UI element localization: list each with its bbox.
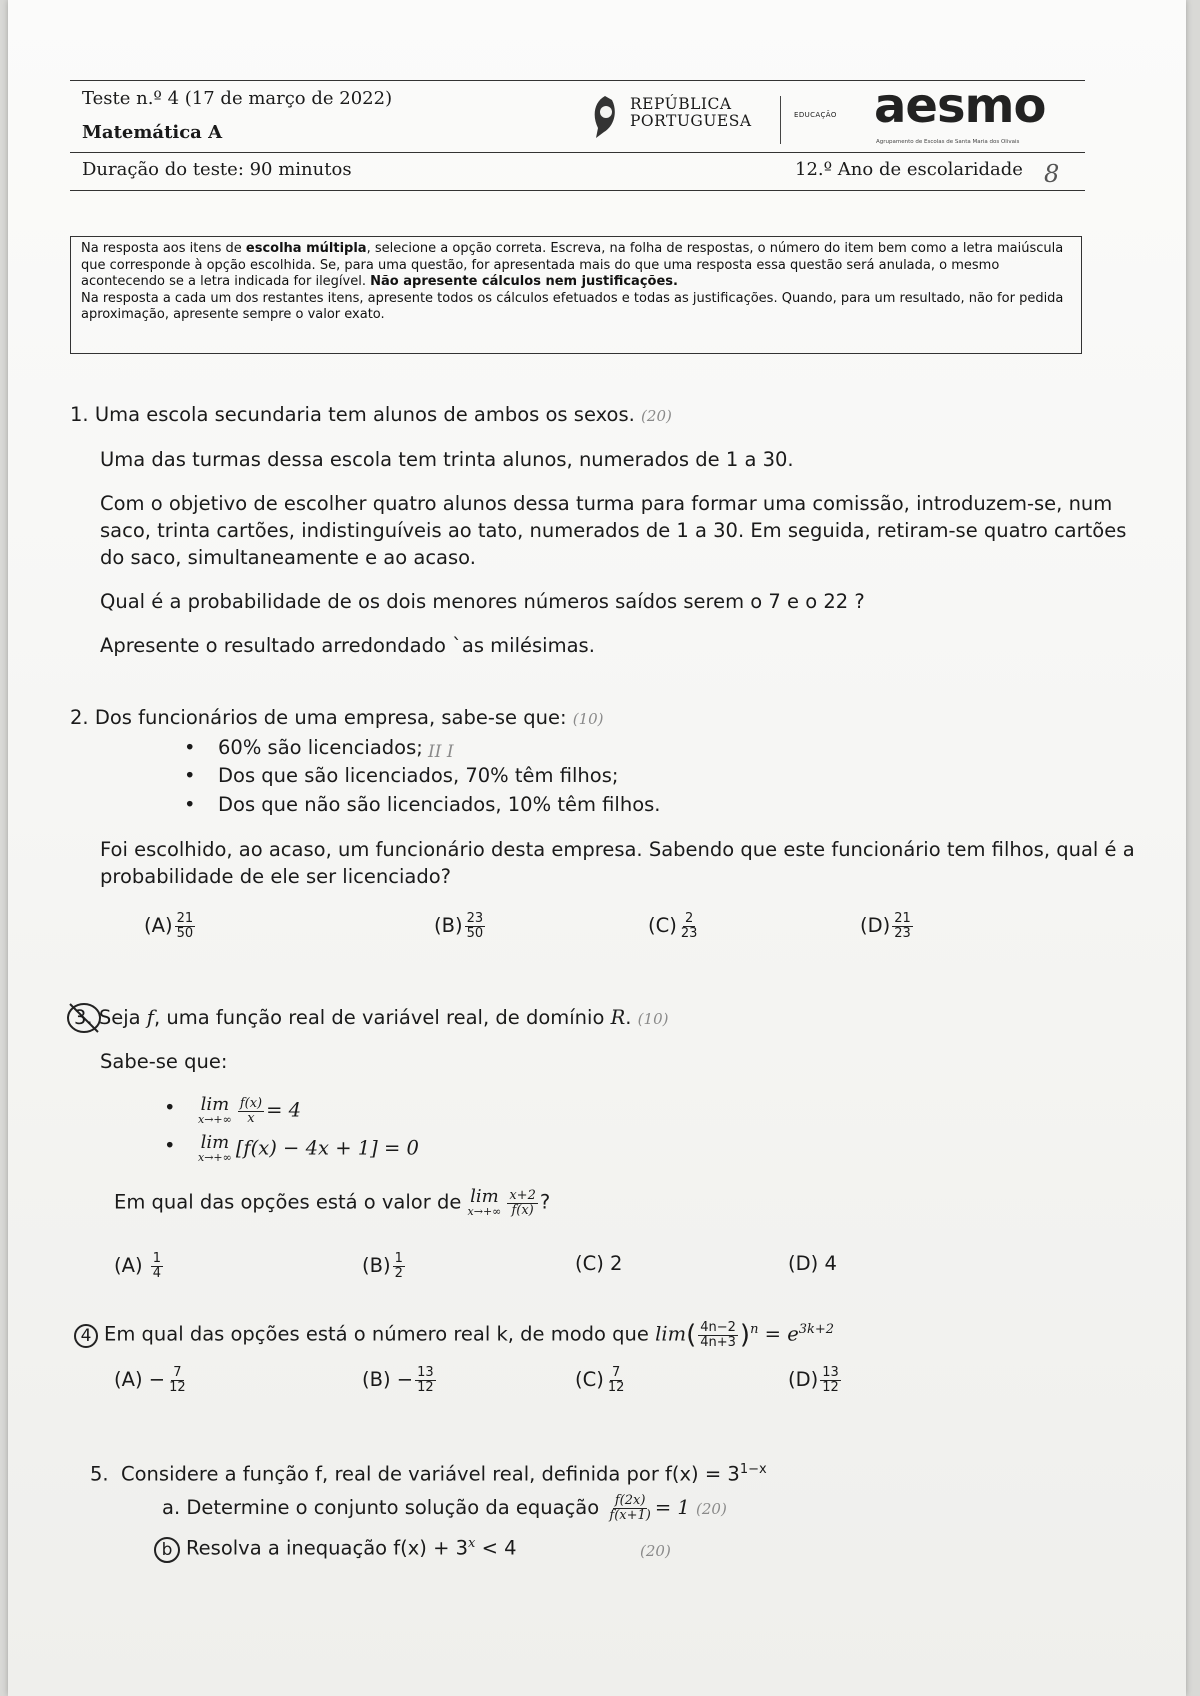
- domain-symbol: R: [610, 1006, 626, 1029]
- fraction-numerator: 4n−2: [700, 1319, 736, 1335]
- exponent: 1−x: [739, 1462, 767, 1477]
- question-text: Uma escola secundaria tem alunos de ambos os sexos.: [94, 403, 635, 426]
- fraction-denominator: 23: [894, 926, 911, 941]
- option-label: (B): [362, 1254, 391, 1277]
- handwritten-points: (20): [641, 407, 672, 425]
- inequality-rhs: < 4: [475, 1536, 517, 1560]
- school-year: 12.º Ano de escolaridade: [795, 159, 1023, 180]
- option-label: (A): [144, 914, 173, 937]
- fraction-numerator: 2: [684, 911, 694, 926]
- instr-text: , selecione a opção correta. Escreva, na folha de respostas, o número do item bem como a letra maiúscula que corresponde à opção escolhida. Se, para uma questão, for apresentada mais do que uma resposta essa questão será anulada, o mesmo acontecendo se a letra indicada for ilegível.: [81, 241, 1064, 289]
- lim-subscript: x→+∞: [198, 1113, 232, 1126]
- fraction-numerator: 21: [894, 911, 911, 926]
- fraction-denominator: 4: [152, 1266, 162, 1281]
- lim-operator: lim: [655, 1322, 687, 1346]
- question-number: 1.: [70, 403, 89, 426]
- q3-known: Sabe-se que:: [100, 1050, 228, 1073]
- exponent: x: [468, 1536, 476, 1551]
- fraction-denominator: 12: [607, 1380, 625, 1395]
- question-3-intro: [74, 1006, 668, 1029]
- question-mark: ?: [539, 1190, 551, 1214]
- q3-condition-2: [198, 1134, 419, 1164]
- republic-line2: PORTUGUESA: [630, 112, 752, 130]
- q4-option-c: [575, 1366, 628, 1395]
- fraction-denominator: x: [247, 1110, 255, 1126]
- handwritten-points: (20): [696, 1500, 727, 1518]
- handwritten-circled-number: 4: [74, 1324, 98, 1348]
- handwritten-points: (10): [572, 710, 604, 728]
- option-label: (D): [788, 1368, 819, 1391]
- q1-rounding-note: Apresente o resultado arredondado `as milésimas.: [100, 634, 595, 657]
- fraction-denominator: 23: [680, 926, 698, 941]
- function-symbol: f: [146, 1006, 154, 1029]
- part-text: Determine o conjunto solução da equação: [186, 1496, 600, 1519]
- q4-option-b: [362, 1366, 438, 1395]
- option-label: (A): [114, 1368, 143, 1391]
- duration: Duração do teste: 90 minutos: [82, 159, 352, 180]
- question-text: Dos funcionários de uma empresa, sabe-se que:: [94, 706, 567, 729]
- question-4: [74, 1320, 834, 1350]
- lim-operator: lim: [470, 1186, 499, 1207]
- open-paren: (: [686, 1320, 697, 1350]
- fraction-numerator: 1: [394, 1251, 403, 1266]
- aesmo-subtitle: Agrupamento de Escolas de Santa Maria dos Olivais: [876, 139, 1020, 145]
- q2-question: Foi escolhido, ao acaso, um funcionário desta empresa. Sabendo que este funcionário tem filhos, qual é a probabilidade de ele ser licenciado?: [100, 838, 1135, 888]
- fraction-denominator: f(x): [511, 1202, 534, 1218]
- option-label: (C): [575, 1252, 604, 1275]
- question-number: 2.: [70, 706, 89, 729]
- condition-expression: [f(x) − 4x + 1] = 0: [235, 1136, 419, 1160]
- question-text: Considere a função f, real de variável real, definida por f(x) = 3: [121, 1462, 740, 1486]
- question-text: Em qual das opções está o número real k, de modo que: [104, 1322, 649, 1346]
- lim-subscript: x→+∞: [467, 1205, 502, 1218]
- question-1-intro: [70, 403, 672, 426]
- handwritten-marks: II I: [428, 742, 454, 762]
- fraction-denominator: 2: [394, 1266, 403, 1281]
- equation-rhs: = 1: [654, 1496, 690, 1519]
- fraction-denominator: 12: [822, 1380, 839, 1395]
- part-label: a.: [162, 1496, 181, 1519]
- q3-option-b: [362, 1252, 407, 1281]
- q3-option-c: [575, 1252, 622, 1275]
- q1-paragraph-1: Uma das turmas dessa escola tem trinta alunos, numerados de 1 a 30.: [100, 448, 794, 471]
- fraction-numerator: 23: [466, 911, 484, 926]
- q1-paragraph-2: Com o objetivo de escolher quatro alunos dessa turma para formar uma comissão, introduzem-se, num saco, trinta cartões, indistinguíveis ao tato, numerados de 1 a 30. Em seguida, retiram-se quatro cartões do saco, simultaneamente e ao acaso.: [100, 492, 1127, 569]
- instr-bold: escolha múltipla: [245, 241, 367, 256]
- option-label: (A): [114, 1254, 143, 1277]
- exponent: n: [750, 1322, 759, 1337]
- fraction-denominator: 12: [169, 1380, 186, 1395]
- option-value: 2: [610, 1252, 623, 1275]
- handwritten-points: (20): [640, 1542, 671, 1560]
- option-value: 4: [824, 1252, 837, 1275]
- fraction-denominator: 4n+3: [700, 1334, 736, 1350]
- q2-option-a: [144, 912, 197, 941]
- q2-option-d: [860, 912, 915, 941]
- instructions-paragraph-1: [81, 241, 1071, 291]
- fraction-numerator: 21: [176, 911, 194, 926]
- option-label: (C): [648, 914, 677, 937]
- q4-option-d: [788, 1366, 843, 1395]
- question-text: , uma função real de variável real, de domínio: [153, 1006, 611, 1029]
- subject: Matemática A: [82, 122, 223, 143]
- question-number: 3.: [74, 1006, 93, 1029]
- header-bottom-rule: [70, 190, 1085, 191]
- fraction-numerator: x+2: [509, 1187, 536, 1203]
- fraction-denominator: 50: [466, 926, 484, 941]
- question-text: .: [625, 1006, 632, 1029]
- fraction-numerator: 13: [417, 1365, 434, 1380]
- question-number: 5.: [90, 1462, 109, 1486]
- q5-part-b: [154, 1536, 517, 1563]
- fraction-numerator: 1: [152, 1251, 162, 1266]
- option-label: (B): [362, 1368, 391, 1391]
- education-label: EDUCAÇÃO: [794, 111, 837, 119]
- instr-bold: Não apresente cálculos nem justificações.: [370, 274, 678, 289]
- instructions-paragraph-2: Na resposta a cada um dos restantes itens, apresente todos os cálculos efetuados e todas as justificações. Quando, para um resultado, não for pedida aproximação, apresente sempre o valor exato.: [81, 290, 1064, 322]
- option-sign: −: [396, 1368, 414, 1391]
- option-sign: −: [148, 1368, 166, 1391]
- q2-option-c: [648, 912, 701, 941]
- instr-text: Na resposta aos itens de: [81, 241, 246, 256]
- lim-operator: • lim: [200, 1132, 230, 1153]
- q3-condition-1: [198, 1096, 301, 1126]
- q3-option-a: [114, 1252, 165, 1281]
- q1-question: Qual é a probabilidade de os dois menores números saídos serem o 7 e o 22 ?: [100, 590, 865, 613]
- question-text: Em qual das opções está o valor de: [114, 1190, 462, 1214]
- handwritten-points: (10): [637, 1010, 669, 1028]
- option-label: (D): [788, 1252, 819, 1275]
- instructions-box: [70, 236, 1082, 354]
- q4-option-a: [114, 1366, 190, 1395]
- close-paren: ): [739, 1320, 751, 1350]
- fraction-denominator: 12: [417, 1380, 434, 1395]
- republic-emblem-icon: [588, 92, 622, 142]
- q3-option-d: [788, 1252, 837, 1275]
- lim-subscript: x→+∞: [198, 1151, 232, 1164]
- lim-operator: • lim: [200, 1094, 230, 1115]
- header-mid-rule: [70, 152, 1085, 153]
- fraction-denominator: 50: [176, 926, 194, 941]
- handwritten-grade: 8: [1044, 160, 1060, 188]
- logo-divider: [780, 96, 781, 144]
- exponent: 3k+2: [798, 1322, 835, 1337]
- q2-bullet-2: • Dos que são licenciados, 70% têm filhos;: [218, 764, 618, 787]
- fraction-numerator: f(2x): [614, 1493, 646, 1508]
- q2-bullet-3: • Dos que não são licenciados, 10% têm filhos.: [218, 793, 661, 816]
- exam-sheet: [8, 0, 1186, 1696]
- option-label: (D): [860, 914, 891, 937]
- question-text: Seja: [98, 1006, 147, 1029]
- republic-name: [630, 96, 752, 130]
- aesmo-logo: aesmo: [874, 78, 1046, 134]
- question-2-intro: [70, 706, 604, 729]
- fraction-denominator: f(x+1): [609, 1508, 651, 1523]
- question-5-intro: [90, 1462, 767, 1486]
- part-text: Resolva a inequação f(x) + 3: [186, 1536, 469, 1560]
- condition-rhs: = 4: [266, 1098, 302, 1122]
- option-label: (B): [434, 914, 463, 937]
- q5-part-a: [162, 1494, 727, 1523]
- equation-rhs: = e: [764, 1322, 799, 1346]
- option-label: (C): [575, 1368, 604, 1391]
- handwritten-circled-label: b: [154, 1537, 180, 1563]
- q2-bullet-1: • 60% são licenciados;: [218, 736, 423, 759]
- fraction-numerator: f(x): [239, 1095, 263, 1111]
- test-title: Teste n.º 4 (17 de março de 2022): [82, 88, 393, 109]
- fraction-numerator: 7: [611, 1365, 621, 1380]
- fraction-numerator: 7: [173, 1365, 182, 1380]
- fraction-numerator: 13: [822, 1365, 839, 1380]
- q3-question: [114, 1188, 550, 1218]
- q2-option-b: [434, 912, 487, 941]
- republic-line1: REPÚBLICA: [630, 95, 732, 113]
